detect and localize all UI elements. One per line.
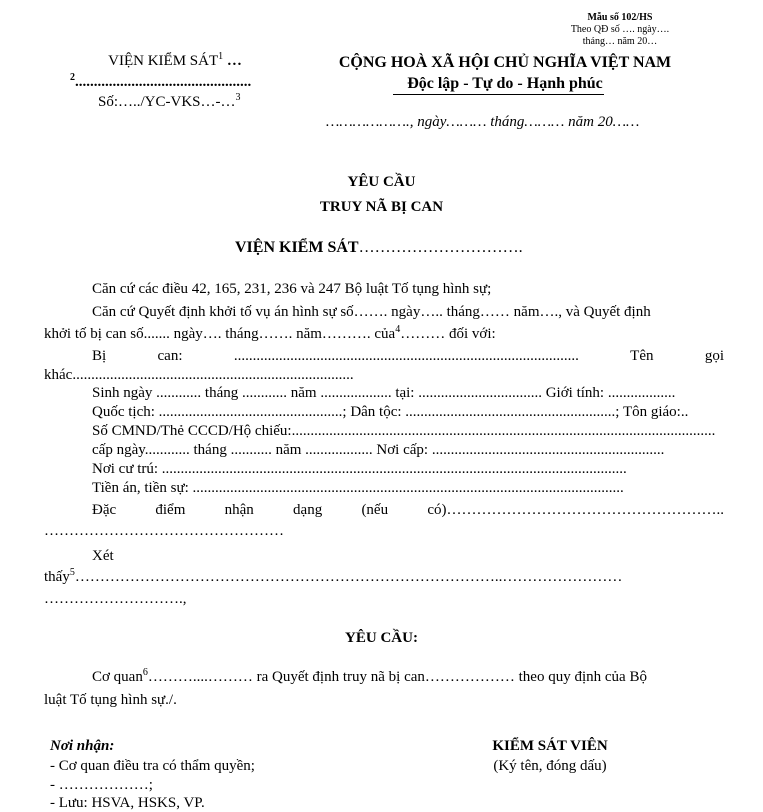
- recipient-item: - ………………;: [50, 777, 153, 793]
- agency-name: VIỆN KIỂM SÁT$^1$ …: [108, 51, 242, 69]
- national-title: CỘNG HOÀ XÃ HỘI CHỦ NGHĨA VIỆT NAM: [338, 54, 672, 71]
- consider-line: thấy$^5$…………………………………………………………………………..……………………: [44, 567, 623, 585]
- request-heading: YÊU CẦU:: [345, 630, 418, 646]
- doc-title-line1: YÊU CẦU: [347, 174, 416, 190]
- basis-2-line2: khởi tố bị can số....... ngày…. tháng……. năm………. của$^4$……… đối với:: [44, 324, 496, 342]
- recipient-item: - Cơ quan điều tra có thẩm quyền;: [50, 758, 255, 774]
- other-name-line: khác...........................................................................: [44, 367, 354, 383]
- nationality-line: Quốc tịch: .................................................; Dân tộc: ........................................................; Tôn giáo:..: [92, 404, 689, 420]
- record-line: Tiền án, tiền sự: ...................................................................................................................: [92, 480, 624, 496]
- basis-2-line1: Căn cứ Quyết định khởi tố vụ án hình sự số……. ngày….. tháng…… năm…., và Quyết định: [92, 304, 651, 320]
- accused-line: Bị can: ............................................................................................ Tên gọi: [92, 348, 724, 364]
- recipient-item: - Lưu: HSVA, HSKS, VP.: [50, 795, 205, 811]
- date-line: ………………., ngày……… tháng……… năm 20……: [326, 114, 640, 130]
- signature-note: (Ký tên, đóng dấu): [493, 758, 607, 774]
- consider-line3: ……………………….,: [44, 591, 187, 607]
- features-line: Đặc điểm nhận dạng (nếu có)………………………………………………..: [92, 502, 724, 518]
- features-cont: …………………………………………: [44, 523, 284, 539]
- document-number: Số:…../YC-VKS…-…$^3$: [98, 92, 241, 110]
- issue-line: cấp ngày............ tháng ........... năm .................. Nơi cấp: ..............................................................: [92, 442, 665, 458]
- issuer-line: VIỆN KIỂM SÁT………………………….: [235, 239, 523, 256]
- basis-1: Căn cứ các điều 42, 165, 231, 236 và 247 Bộ luật Tố tụng hình sự;: [92, 281, 492, 297]
- form-code-title: Mẫu số 102/HS: [587, 12, 653, 23]
- form-code-line1: Theo QĐ số …. ngày….: [570, 24, 670, 35]
- agency-line2: $^2$...............................................: [70, 72, 252, 90]
- signature-title: KIỂM SÁT VIÊN: [492, 738, 608, 754]
- request-line1: Cơ quan$^6$………....……… ra Quyết định truy nã bị can……………… theo quy định của Bộ: [92, 667, 647, 685]
- form-code-line2: tháng… năm 20…: [582, 36, 658, 47]
- id-line: Số CMND/Thẻ CCCD/Hộ chiếu:.................................................................................................................: [92, 423, 716, 439]
- consider-label: Xét: [92, 548, 114, 564]
- residence-line: Nơi cư trú: ............................................................................................................................: [92, 461, 627, 477]
- request-line2: luật Tố tụng hình sự./.: [44, 692, 177, 708]
- motto-underline: [393, 94, 604, 95]
- doc-title-line2: TRUY NÃ BỊ CAN: [319, 199, 444, 215]
- dob-line: Sinh ngày ............ tháng ............ năm ................... tại: ................................. Giới tính: ..................: [92, 385, 676, 401]
- national-motto: Độc lập - Tự do - Hạnh phúc: [407, 75, 603, 92]
- recipients-label: Nơi nhận:: [50, 738, 115, 754]
